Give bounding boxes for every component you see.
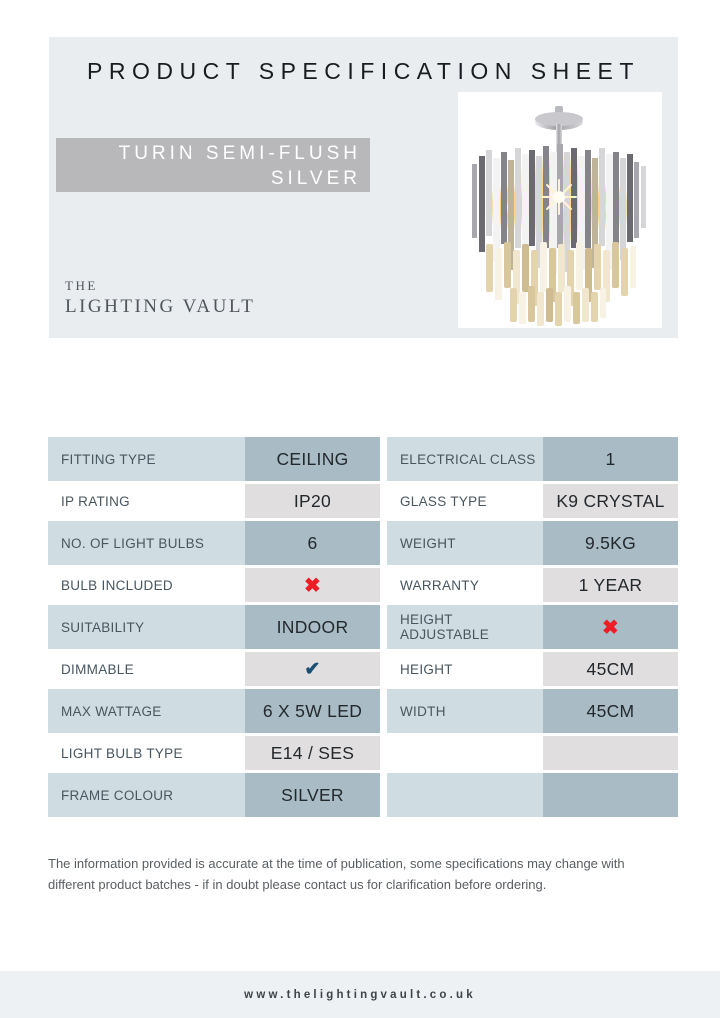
spec-row-glass-type <box>387 484 678 518</box>
spec-label: DIMMABLE <box>61 661 134 677</box>
spec-row-no-of-light-bulbs <box>48 521 380 565</box>
spec-row-height <box>387 652 678 686</box>
spec-value <box>543 773 678 817</box>
brand-logo <box>65 278 255 318</box>
brand-logo-lighting-vault: LIGHTING VAULT <box>65 296 256 317</box>
spec-value: 45CM <box>543 689 678 733</box>
spec-label: WEIGHT <box>387 521 543 565</box>
spec-row-fitting-type <box>48 437 380 481</box>
spec-label: WARRANTY <box>400 577 480 593</box>
spec-label: WIDTH <box>387 689 543 733</box>
website-url: www.thelightingvault.co.uk <box>244 988 476 1001</box>
header-panel <box>49 37 678 338</box>
spec-label: HEIGHT ADJUSTABLE <box>387 605 543 649</box>
spec-row-empty-2 <box>387 773 678 817</box>
product-name-line2: SILVER <box>270 168 361 189</box>
spec-label: NO. OF LIGHT BULBS <box>48 521 245 565</box>
spec-tables <box>48 437 678 817</box>
spec-value: 45CM <box>543 652 678 686</box>
spec-row-light-bulb-type <box>48 736 380 770</box>
spec-row-empty-1 <box>387 736 678 770</box>
spec-value: 6 X 5W LED <box>245 689 380 733</box>
spec-row-height-adjustable <box>387 605 678 649</box>
spec-value: 6 <box>245 521 380 565</box>
spec-value: SILVER <box>245 773 380 817</box>
spec-label: SUITABILITY <box>48 605 245 649</box>
spec-value: INDOOR <box>245 605 380 649</box>
brand-logo-the: THE <box>65 278 98 293</box>
spec-table-left <box>48 437 380 817</box>
spec-row-ip-rating <box>48 484 380 518</box>
check-icon: ✔ <box>245 652 380 686</box>
spec-label: ELECTRICAL CLASS <box>387 437 543 481</box>
spec-label: BULB INCLUDED <box>61 577 173 593</box>
spec-label: FRAME COLOUR <box>48 773 245 817</box>
spec-value: E14 / SES <box>245 736 380 770</box>
product-photo <box>458 92 662 328</box>
spec-label: IP RATING <box>61 493 130 509</box>
spec-row-frame-colour <box>48 773 380 817</box>
spec-label: FITTING TYPE <box>48 437 245 481</box>
spec-label <box>387 736 543 770</box>
spec-table-right <box>387 437 678 817</box>
spec-value <box>543 736 678 770</box>
spec-row-width <box>387 689 678 733</box>
cross-icon: ✖ <box>245 568 380 602</box>
spec-value: CEILING <box>245 437 380 481</box>
spec-value: 1 <box>543 437 678 481</box>
spec-row-bulb-included <box>48 568 380 602</box>
spec-row-electrical-class <box>387 437 678 481</box>
spec-label: HEIGHT <box>400 661 453 677</box>
chandelier-illustration-icon <box>458 92 662 328</box>
spec-value: K9 CRYSTAL <box>543 484 678 518</box>
spec-value: IP20 <box>245 484 380 518</box>
spec-value: 1 YEAR <box>543 568 678 602</box>
spec-row-dimmable <box>48 652 380 686</box>
spec-row-max-wattage <box>48 689 380 733</box>
product-name-band <box>56 138 370 192</box>
spec-row-warranty <box>387 568 678 602</box>
disclaimer-text: The information provided is accurate at the time of publication, some specifications may change with different product batches - if in doubt please contact us for clarification before ordering. <box>48 856 625 892</box>
spec-label: GLASS TYPE <box>400 493 487 509</box>
spec-label <box>387 773 543 817</box>
product-name-line1: TURIN SEMI-FLUSH <box>118 143 361 164</box>
spec-row-suitability <box>48 605 380 649</box>
cross-icon: ✖ <box>543 605 678 649</box>
footer-bar <box>0 971 720 1018</box>
spec-label: LIGHT BULB TYPE <box>61 745 183 761</box>
spec-value: 9.5KG <box>543 521 678 565</box>
spec-row-weight <box>387 521 678 565</box>
page-title: PRODUCT SPECIFICATION SHEET <box>87 58 640 84</box>
spec-label: MAX WATTAGE <box>48 689 245 733</box>
